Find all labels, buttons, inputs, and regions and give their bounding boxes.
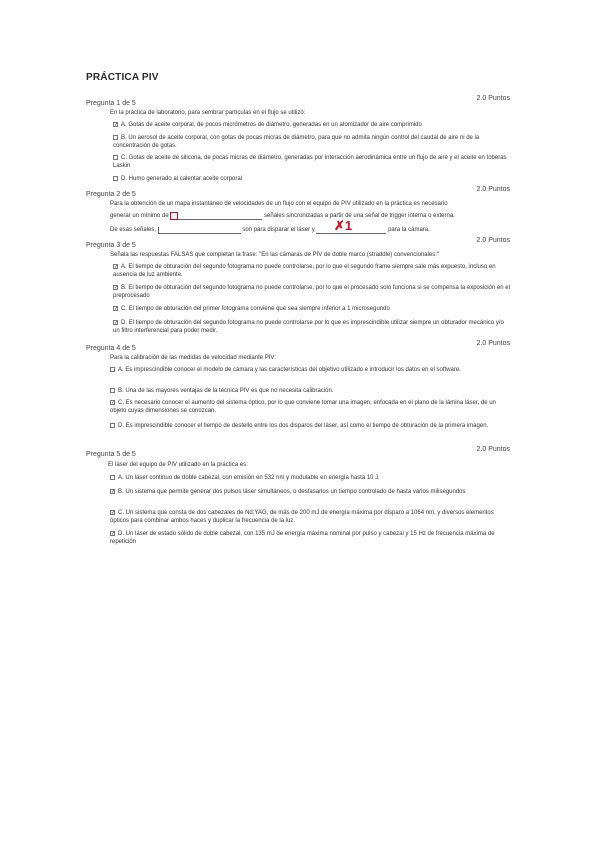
q3-option-d[interactable]: ✓D. El tiempo de obturación del segundo fotograma no puede controlarse por lo que es imprescindible utilizar siempre un obturador mecánico y/o un filtro interferencial para poder medir. — [113, 320, 511, 335]
question-2-line1: Para la obtención de un mapa instantáneo de velocidades de un flujo con el equipo de PIV utilizado en la práctica es necesario — [110, 201, 448, 207]
answer-blank-1-start — [170, 212, 178, 220]
q3-option-a[interactable]: ✓A. El tiempo de obturación del segundo fotograma no puede controlarse, por lo que el segundo frame siempre sale más expuesto, incluso en ausencia de luz ambiente. — [113, 264, 511, 279]
question-2-header: Pregunta 2 de 5 — [86, 191, 136, 198]
checkbox-checked[interactable] — [110, 510, 115, 515]
checkbox[interactable] — [110, 367, 115, 372]
question-5-prompt: El láser del equipo de PIV utilizado en la práctica es: — [108, 462, 248, 468]
question-3-points: 2.0 Puntos — [476, 237, 510, 244]
q4-option-d[interactable]: D. Es imprescindible conocer el tiempo de destello entre los dos disparos del láser, así como el tiempo de obturación de la primera imagen. — [110, 423, 512, 431]
question-5-points: 2.0 Puntos — [476, 446, 510, 453]
q4-option-b[interactable]: B. Una de las mayores ventajas de la técnica PIV es que no necesita calibración. — [110, 388, 512, 396]
checkbox-checked[interactable] — [113, 264, 118, 269]
checkbox-checked[interactable] — [110, 531, 115, 536]
q5-option-b[interactable]: ✓B. Un sistema que permite generar dos pulsos láser simultáneos, o desfasarlos un tiempo controlado de hasta varios milisegundos — [110, 489, 512, 497]
checkbox-checked[interactable] — [110, 489, 115, 494]
q4-option-a[interactable]: A. Es imprescindible conocer el modelo de cámara y las características del objetivo utilizado e introducir los datos en el software. — [110, 367, 512, 375]
question-1-prompt: En la práctica de laboratorio, para sembrar partículas en el flujo se utilizó: — [110, 110, 306, 116]
question-2-line2: generar un mínimo de señales sincronizadas a partir de una señal de trigger interna o externa. — [110, 213, 455, 219]
checkbox[interactable] — [113, 135, 118, 140]
q1-option-a[interactable]: ✓A. Gotas de aceite corporal, de pocos micrómetros de diámetro, generadas en un atomizador de aire comprimido — [113, 122, 511, 130]
checkbox[interactable] — [113, 155, 118, 160]
question-2-points: 2.0 Puntos — [476, 186, 510, 193]
question-2-line3: De esas señales, son para disparar el láser y para la cámara. — [110, 227, 430, 233]
q1-option-d[interactable]: D. Humo generado al calentar aceite corporal — [113, 176, 511, 184]
checkbox-checked[interactable] — [113, 306, 118, 311]
question-3-header: Pregunta 3 de 5 — [86, 242, 136, 249]
checkbox[interactable] — [110, 423, 115, 428]
q5-option-a[interactable]: A. Un láser continuo de doble cabezal, con emisión en 532 nm y modulable en energía hasta 10 J. — [110, 475, 512, 483]
q1-option-c[interactable]: C. Gotas de aceite de silicona, de pocas micras de diámetro, generadas por interacción aerodinámica entre un flujo de aire y el aceite en toberas Laskin — [113, 155, 507, 169]
question-5-header: Pregunta 5 de 5 — [86, 451, 136, 458]
question-4-header: Pregunta 4 de 5 — [86, 345, 136, 352]
checkbox-checked[interactable] — [113, 285, 118, 290]
page-title: PRÁCTICA PIV — [86, 72, 159, 83]
q3-option-c[interactable]: ✓C. El tiempo de obturación del primer fotograma conviene que sea siempre inferior a 1 microsegundo — [113, 306, 511, 314]
checkbox-checked[interactable] — [113, 122, 118, 127]
wrong-mark-annotation: ✗1 — [334, 218, 353, 233]
checkbox-checked[interactable] — [113, 320, 118, 325]
checkbox[interactable] — [110, 475, 115, 480]
question-1-points: 2.0 Puntos — [476, 95, 510, 102]
answer-blank-2[interactable] — [158, 227, 241, 234]
q5-option-c[interactable]: ✓C. Un sistema que consta de dos cabezales de Nd:YAG, de más de 200 mJ de energía máxima por disparo a 1064 nm, y diversos elementos ópticos para combinar ambos haces y duplicar la frecuencia de la luz. — [110, 510, 512, 525]
question-4-prompt: Para la calibración de las medidas de velocidad mediante PIV: — [110, 355, 276, 361]
question-3-prompt: Señala las respuestas FALSAS que completan la frase: "En las cámaras de PIV de doble marco (straddle) convencionales:" — [110, 252, 440, 258]
q3-option-b[interactable]: ✓B. El tiempo de obturación del segundo fotograma no puede controlarse, por lo que el procesado solo funciona si se compensa la exposición en el preprocesado — [113, 285, 511, 300]
checkbox-checked[interactable] — [110, 400, 115, 405]
question-1-header: Pregunta 1 de 5 — [86, 100, 136, 107]
q5-option-d[interactable]: ✓D. Un láser de estado sólido de doble cabezal, con 135 mJ de energía máxima nominal por pulso y cabezal y 15 Hz de frecuencia máxima de repetición — [110, 531, 512, 546]
answer-blank-1[interactable] — [178, 213, 262, 220]
q4-option-c[interactable]: ✓C. Es necesario conocer el aumento del sistema óptico, por lo que conviene tomar una imagen, enfocada en el plano de la lámina láser, de un objeto cuyas dimensiones se conozcan. — [110, 400, 512, 415]
q1-option-b[interactable]: B. Un aerosol de aceite corporal, con gotas de pocas micras de diámetro, para que no admita ningún control del caudal de aire ni de la concentración de gotas. — [113, 135, 480, 149]
question-4-points: 2.0 Puntos — [476, 340, 510, 347]
checkbox[interactable] — [110, 388, 115, 393]
checkbox[interactable] — [113, 176, 118, 181]
